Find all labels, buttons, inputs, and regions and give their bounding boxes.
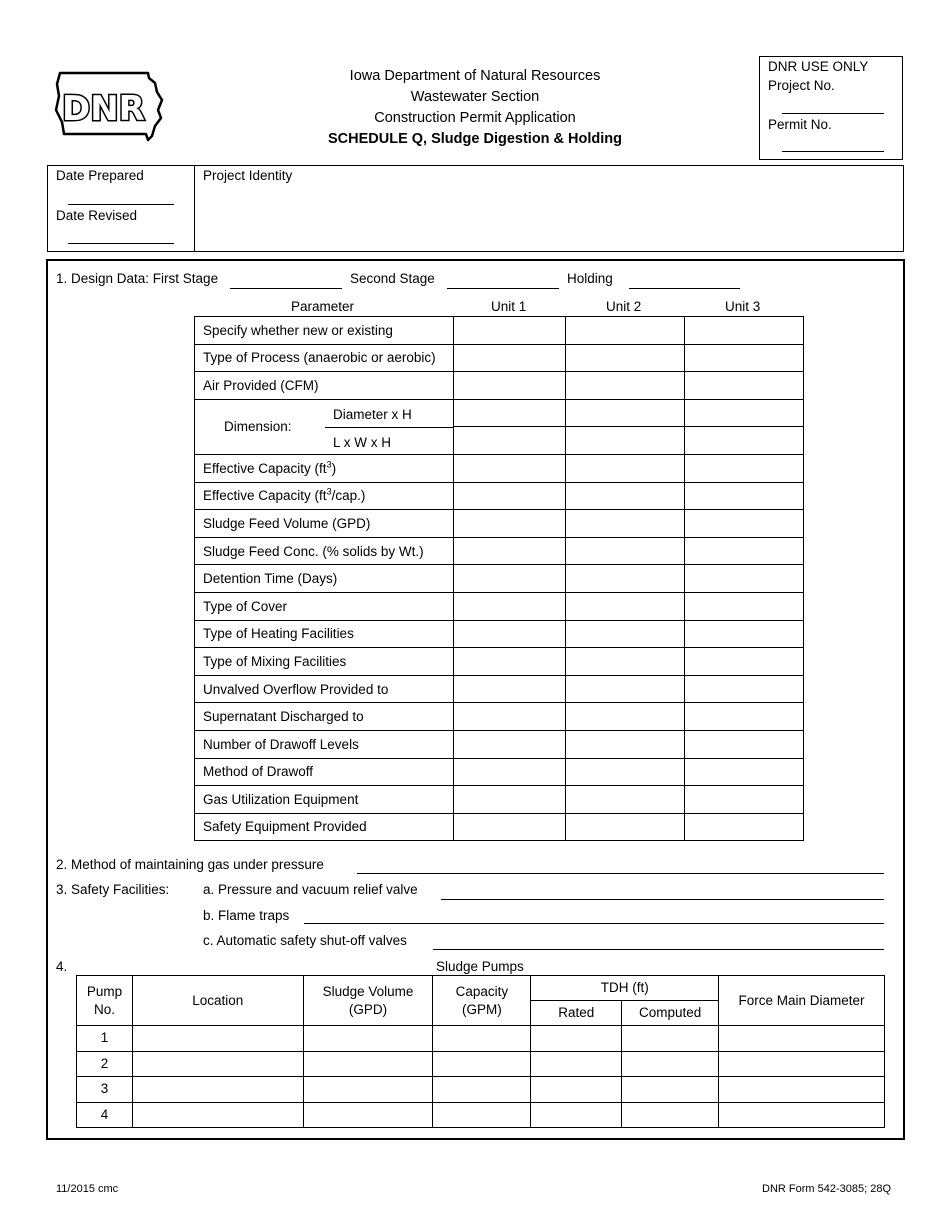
- table-row: [77, 1051, 885, 1077]
- gas-pressure-field[interactable]: [357, 873, 884, 874]
- param-label: [195, 454, 454, 482]
- computed-cell[interactable]: [622, 1077, 719, 1103]
- table-row: [195, 317, 804, 345]
- force-main-cell[interactable]: [719, 1026, 885, 1052]
- schedule-title: SCHEDULE Q, Sludge Digestion & Holding: [327, 131, 623, 147]
- unit2-cell[interactable]: [566, 372, 685, 400]
- param-label: Number of Drawoff Levels: [195, 730, 454, 758]
- dimension-lwh-label: L x W x H: [333, 434, 392, 450]
- form-header: [250, 66, 700, 150]
- unit3-cell[interactable]: [685, 537, 804, 565]
- unit2-cell[interactable]: [566, 758, 685, 786]
- unit1-cell[interactable]: [454, 675, 566, 703]
- unit3-cell[interactable]: [685, 399, 804, 427]
- unit3-cell[interactable]: [685, 510, 804, 538]
- table-row: [77, 1026, 885, 1052]
- unit2-cell[interactable]: [566, 565, 685, 593]
- unit2-header: Unit 2: [606, 299, 642, 314]
- unit2-cell[interactable]: [566, 510, 685, 538]
- date-revised-label: Date Revised: [56, 208, 138, 223]
- unit1-cell[interactable]: [454, 510, 566, 538]
- param-label: Type of Cover: [195, 592, 454, 620]
- superscript: 3: [326, 486, 332, 497]
- capacity-cell[interactable]: [433, 1102, 531, 1128]
- param-label: Sludge Feed Conc. (% solids by Wt.): [195, 537, 454, 565]
- dimension-label: Dimension:: [224, 418, 292, 434]
- force-main-cell[interactable]: [719, 1102, 885, 1128]
- dnr-use-only-label: DNR USE ONLY: [768, 59, 869, 74]
- capacity-header: Capacity (GPM): [433, 976, 531, 1026]
- unit1-cell[interactable]: [454, 565, 566, 593]
- unit2-cell[interactable]: [566, 427, 685, 455]
- dimension-diameter-label: Diameter x H: [333, 406, 412, 422]
- dnr-logo: [54, 70, 166, 144]
- relief-valve-label: a. Pressure and vacuum relief valve: [203, 882, 418, 897]
- param-label: Type of Mixing Facilities: [195, 648, 454, 676]
- unit1-cell[interactable]: [454, 703, 566, 731]
- table-row: [195, 730, 804, 758]
- unit3-cell[interactable]: [685, 372, 804, 400]
- unit1-cell[interactable]: [454, 620, 566, 648]
- design-data-label: 1. Design Data: First Stage: [56, 271, 219, 286]
- rated-cell[interactable]: [531, 1026, 622, 1052]
- unit1-cell[interactable]: [454, 427, 566, 455]
- unit3-cell[interactable]: [685, 592, 804, 620]
- unit1-cell[interactable]: [454, 454, 566, 482]
- gas-pressure-label: 2. Method of maintaining gas under pressure: [56, 857, 324, 872]
- table-row: [195, 813, 804, 841]
- unit2-cell[interactable]: [566, 592, 685, 620]
- sludge-volume-cell[interactable]: [303, 1077, 433, 1103]
- date-prepared-label: Date Prepared: [56, 168, 144, 183]
- project-identity-field[interactable]: [196, 186, 900, 248]
- table-row: [77, 1102, 885, 1128]
- table-row: [195, 482, 804, 510]
- pump-number: 2: [77, 1051, 133, 1077]
- rated-cell[interactable]: [531, 1077, 622, 1103]
- unit3-cell[interactable]: [685, 317, 804, 345]
- table-row: [195, 620, 804, 648]
- unit1-cell[interactable]: [454, 399, 566, 427]
- project-identity-label: Project Identity: [203, 168, 293, 183]
- unit2-cell[interactable]: [566, 813, 685, 841]
- unit2-cell[interactable]: [566, 703, 685, 731]
- pump-number: 1: [77, 1026, 133, 1052]
- first-stage-field[interactable]: [230, 288, 342, 289]
- unit3-cell[interactable]: [685, 703, 804, 731]
- shutoff-valves-label: c. Automatic safety shut-off valves: [203, 933, 407, 948]
- capacity-cell[interactable]: [433, 1051, 531, 1077]
- unit1-cell[interactable]: [454, 344, 566, 372]
- unit2-cell[interactable]: [566, 786, 685, 814]
- flame-traps-label: b. Flame traps: [203, 908, 290, 923]
- table-header-row: [77, 976, 885, 1001]
- param-label: [195, 482, 454, 510]
- param-label: Supernatant Discharged to: [195, 703, 454, 731]
- computed-cell[interactable]: [622, 1026, 719, 1052]
- location-cell[interactable]: [132, 1026, 303, 1052]
- section-title: Wastewater Section: [410, 89, 540, 105]
- location-cell[interactable]: [132, 1102, 303, 1128]
- unit2-cell[interactable]: [566, 399, 685, 427]
- param-label: Unvalved Overflow Provided to: [195, 675, 454, 703]
- unit1-cell[interactable]: [454, 786, 566, 814]
- computed-header: Computed: [622, 1001, 719, 1026]
- unit3-header: Unit 3: [725, 299, 761, 314]
- pump-number: 4: [77, 1102, 133, 1128]
- table-row: [195, 648, 804, 676]
- parameter-header: Parameter: [291, 299, 355, 314]
- force-main-header: Force Main Diameter: [719, 976, 885, 1026]
- date-prepared-field[interactable]: [68, 204, 174, 205]
- iowa-map-icon: [54, 70, 166, 144]
- flame-traps-field[interactable]: [304, 923, 884, 924]
- unit2-cell[interactable]: [566, 730, 685, 758]
- capacity-cell[interactable]: [433, 1026, 531, 1052]
- section-4-number: 4.: [56, 959, 68, 974]
- rated-cell[interactable]: [531, 1102, 622, 1128]
- unit3-cell[interactable]: [685, 620, 804, 648]
- param-label: Sludge Feed Volume (GPD): [195, 510, 454, 538]
- unit1-cell[interactable]: [454, 317, 566, 345]
- safety-facilities-label: 3. Safety Facilities:: [56, 882, 170, 897]
- unit3-cell[interactable]: [685, 675, 804, 703]
- location-cell[interactable]: [132, 1077, 303, 1103]
- project-no-label: Project No.: [768, 78, 835, 93]
- unit1-header: Unit 1: [491, 299, 527, 314]
- param-label: Detention Time (Days): [195, 565, 454, 593]
- table-row: [195, 510, 804, 538]
- sludge-pumps-table: [76, 975, 885, 1128]
- relief-valve-field[interactable]: [441, 899, 884, 900]
- design-data-table: [194, 316, 804, 841]
- computed-cell[interactable]: [622, 1051, 719, 1077]
- unit2-cell[interactable]: [566, 317, 685, 345]
- table-row: [195, 537, 804, 565]
- date-revised-field[interactable]: [68, 243, 174, 244]
- unit2-cell[interactable]: [566, 537, 685, 565]
- unit3-cell[interactable]: [685, 427, 804, 455]
- unit1-cell[interactable]: [454, 482, 566, 510]
- computed-cell[interactable]: [622, 1102, 719, 1128]
- force-main-cell[interactable]: [719, 1077, 885, 1103]
- location-cell[interactable]: [132, 1051, 303, 1077]
- param-label: Safety Equipment Provided: [195, 813, 454, 841]
- force-main-cell[interactable]: [719, 1051, 885, 1077]
- dimension-divider: [325, 427, 453, 428]
- application-title: Construction Permit Application: [374, 110, 576, 126]
- tdh-header: TDH (ft): [531, 976, 719, 1001]
- unit1-cell[interactable]: [454, 592, 566, 620]
- rated-cell[interactable]: [531, 1051, 622, 1077]
- eff-cap-text: Effective Capacity (ft: [203, 460, 327, 476]
- unit2-cell[interactable]: [566, 482, 685, 510]
- unit2-cell[interactable]: [566, 648, 685, 676]
- eff-cap-text-end: ): [331, 460, 337, 476]
- project-no-field[interactable]: [782, 113, 884, 114]
- pump-number: 3: [77, 1077, 133, 1103]
- unit1-cell[interactable]: [454, 813, 566, 841]
- sludge-volume-cell[interactable]: [303, 1026, 433, 1052]
- unit3-cell[interactable]: [685, 344, 804, 372]
- unit3-cell[interactable]: [685, 786, 804, 814]
- table-row: [195, 399, 804, 427]
- pump-no-header: Pump No.: [77, 976, 133, 1026]
- sludge-volume-cell[interactable]: [303, 1051, 433, 1077]
- sludge-volume-header: Sludge Volume (GPD): [303, 976, 433, 1026]
- table-row: [195, 454, 804, 482]
- param-label: Type of Heating Facilities: [195, 620, 454, 648]
- param-label: Method of Drawoff: [195, 758, 454, 786]
- second-stage-field[interactable]: [447, 288, 559, 289]
- unit3-cell[interactable]: [685, 758, 804, 786]
- unit2-cell[interactable]: [566, 454, 685, 482]
- unit3-cell[interactable]: [685, 482, 804, 510]
- table-row: [195, 675, 804, 703]
- capacity-cell[interactable]: [433, 1077, 531, 1103]
- table-row: [195, 786, 804, 814]
- unit2-cell[interactable]: [566, 620, 685, 648]
- location-header: Location: [132, 976, 303, 1026]
- footer-revision: 11/2015 cmc: [56, 1183, 119, 1195]
- eff-cap-text-end: /cap.): [331, 488, 366, 504]
- unit2-cell[interactable]: [566, 675, 685, 703]
- eff-cap-text: Effective Capacity (ft: [203, 488, 327, 504]
- sludge-volume-cell[interactable]: [303, 1102, 433, 1128]
- footer-form-number: DNR Form 542-3085; 28Q: [762, 1183, 891, 1195]
- unit3-cell[interactable]: [685, 565, 804, 593]
- project-info-divider: [194, 165, 195, 251]
- dimension-cell: [195, 399, 454, 454]
- holding-label: Holding: [567, 271, 613, 286]
- rated-header: Rated: [531, 1001, 622, 1026]
- shutoff-valves-field[interactable]: [433, 949, 884, 950]
- unit2-cell[interactable]: [566, 344, 685, 372]
- table-row: [195, 703, 804, 731]
- permit-no-field[interactable]: [782, 151, 884, 152]
- superscript: 3: [326, 459, 332, 470]
- second-stage-label: Second Stage: [350, 271, 435, 286]
- unit1-cell[interactable]: [454, 372, 566, 400]
- permit-no-label: Permit No.: [768, 117, 832, 132]
- param-label: Gas Utilization Equipment: [195, 786, 454, 814]
- param-label: Air Provided (CFM): [195, 372, 454, 400]
- unit1-cell[interactable]: [454, 537, 566, 565]
- unit3-cell[interactable]: [685, 648, 804, 676]
- unit1-cell[interactable]: [454, 648, 566, 676]
- unit1-cell[interactable]: [454, 730, 566, 758]
- holding-field[interactable]: [629, 288, 740, 289]
- unit3-cell[interactable]: [685, 730, 804, 758]
- table-row: [195, 565, 804, 593]
- unit3-cell[interactable]: [685, 813, 804, 841]
- unit1-cell[interactable]: [454, 758, 566, 786]
- logo-text: DNR: [62, 89, 145, 129]
- param-label: Specify whether new or existing: [195, 317, 454, 345]
- unit3-cell[interactable]: [685, 454, 804, 482]
- table-row: [195, 372, 804, 400]
- param-label: Type of Process (anaerobic or aerobic): [195, 344, 454, 372]
- sludge-pumps-title: Sludge Pumps: [436, 959, 524, 974]
- table-row: [195, 758, 804, 786]
- agency-title: Iowa Department of Natural Resources: [349, 68, 601, 84]
- table-row: [195, 344, 804, 372]
- table-row: [195, 592, 804, 620]
- table-row: [77, 1077, 885, 1103]
